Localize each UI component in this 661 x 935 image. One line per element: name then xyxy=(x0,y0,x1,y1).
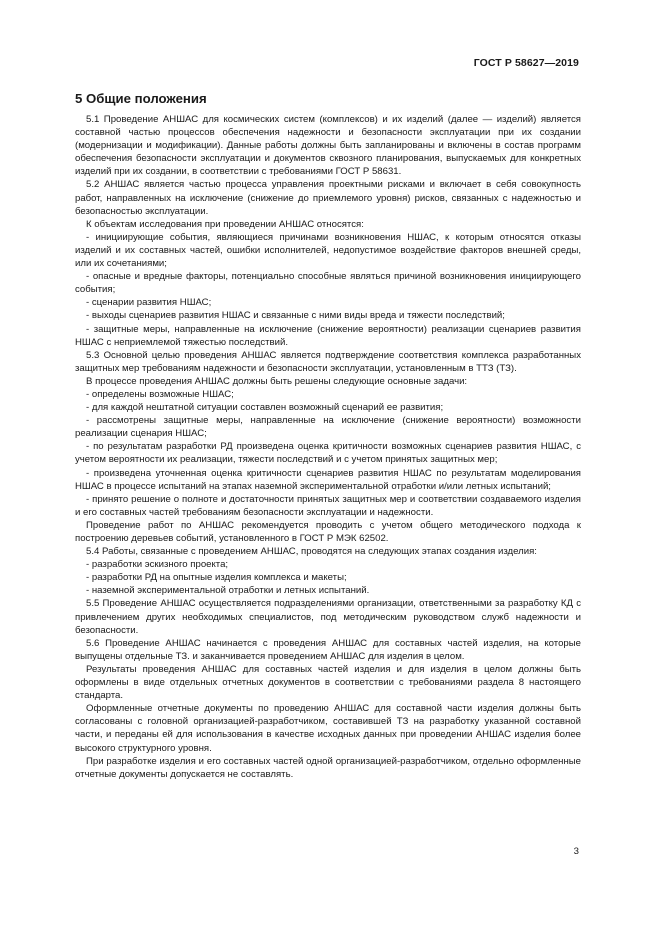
list-item-stages-2: - разработки РД на опытные изделия комплекса и макеты; xyxy=(86,572,347,584)
list-item-tasks-1: - определены возможные НШАС; xyxy=(86,388,234,400)
document-body xyxy=(75,91,581,781)
list-item-objects-5: - защитные меры, направленные на исключение (снижение вероятности) реализации сценариев развития НШАС с неприемлемой тяжестью последствий. xyxy=(75,323,581,348)
paragraph-5-1: 5.1 Проведение АНШАС для космических систем (комплексов) и их изделий (далее — изделий) является составной частью процессов обеспечения надежности и безопасности эксплуатации при их создании (модернизации и модификации). Данные работы должны быть запланированы и включены в состав программ обеспечения безопасности эксплуатации и документов сквозного планирования, выпускаемых для конкретных изделий при их создании, в соответствии с требованиями ГОСТ Р 58631. xyxy=(75,114,581,178)
paragraph-single-developer: При разработке изделия и его составных частей одной организацией-разработчиком, отдельно оформленные отчетные документы допускается не составлять. xyxy=(75,755,581,780)
list-item-stages-3: - наземной экспериментальной отработки и летных испытаний. xyxy=(86,585,370,597)
section-title: 5 Общие положения xyxy=(75,91,207,106)
paragraph-5-6: 5.6 Проведение АНШАС начинается с проведения АНШАС для составных частей изделия, на которые выпущены отдельные ТЗ. и заканчивается проведением АНШАС для изделия в целом. xyxy=(75,637,581,662)
document-header-id: ГОСТ Р 58627—2019 xyxy=(473,57,579,69)
paragraph-results: Результаты проведения АНШАС для составных частей изделия и для изделия в целом должны быть оформлены в виде отдельных отчетных документов в соответствии с требованиями раздела 8 настоящего стандарта. xyxy=(75,663,581,702)
paragraph-5-2: 5.2 АНШАС является частью процесса управления проектными рисками и включает в себя совокупность работ, направленных на исключение (снижение до приемлемого уровня) рисков, связанных с надежностью и безопасностью эксплуатации. xyxy=(75,179,581,217)
list-item-objects-3: - сценарии развития НШАС; xyxy=(86,297,212,309)
paragraph-method-note: Проведение работ по АНШАС рекомендуется проводить с учетом общего методического подхода к построению деревьев событий, установленного в ГОСТ Р МЭК 62502. xyxy=(75,519,581,544)
list-item-objects-2: - опасные и вредные факторы, потенциально способные являться причиной возникновения инициирующего события; xyxy=(75,271,581,296)
page-number: 3 xyxy=(573,846,579,857)
list-item-stages-1: - разработки эскизного проекта; xyxy=(86,559,229,571)
paragraph-reports: Оформленные отчетные документы по проведению АНШАС для составной части изделия должны быть согласованы с головной организацией-разработчиком, составившей ТЗ на разработку указанной составной части, и переданы ей для использования в качестве исходных данных при проведении АНШАС изделия более высокого структурного уровня. xyxy=(75,703,581,754)
list-item-tasks-5: - произведена уточненная оценка критичности сценариев развития НШАС по результатам моделирования НШАС в процессе испытаний на этапах наземной экспериментальной отработки и/или летных испытаний; xyxy=(75,467,581,492)
list-item-tasks-4: - по результатам разработки РД произведена оценка критичности возможных сценариев развития НШАС, с учетом вероятности их реализации, тяжести последствий и с учетом принятых защитных мер; xyxy=(75,441,581,466)
list-item-objects-1: - инициирующие события, являющиеся причинами возникновения НШАС, к которым относятся отказы изделий и их составных частей, ошибки исполнителей, недопустимое воздействие факторов внешней среды, или их сочетаниями; xyxy=(75,231,581,270)
list-item-tasks-2: - для каждой нештатной ситуации составлен возможный сценарий ее развития; xyxy=(86,402,444,414)
list-item-tasks-6: - принято решение о полноте и достаточности принятых защитных мер и соответствии создаваемого изделия и его составных частей требованиям безопасности эксплуатации и надежности. xyxy=(75,493,581,518)
list-item-tasks-3: - рассмотрены защитные меры, направленные на исключение (снижение вероятности) возможности реализации сценария НШАС; xyxy=(75,415,581,440)
paragraph-5-5: 5.5 Проведение АНШАС осуществляется подразделениями организации, ответственными за разработку КД с привлечением других необходимых специалистов, под методическим руководством служб надежности и безопасности. xyxy=(75,598,581,636)
list-item-objects-4: - выходы сценариев развития НШАС и связанные с ними виды вреда и тяжести последствий; xyxy=(86,310,505,322)
paragraph-5-4: 5.4 Работы, связанные с проведением АНШАС, проводятся на следующих этапах создания изделия: xyxy=(86,546,537,558)
paragraph-tasks-intro: В процессе проведения АНШАС должны быть решены следующие основные задачи: xyxy=(86,375,468,387)
paragraph-5-3: 5.3 Основной целью проведения АНШАС является подтверждение соответствия комплекса разработанных защитных мер требованиям надежности и безопасности эксплуатации, установленным в ТТЗ (ТЗ). xyxy=(75,349,581,374)
paragraph-objects-intro: К объектам исследования при проведении АНШАС относятся: xyxy=(86,218,364,230)
